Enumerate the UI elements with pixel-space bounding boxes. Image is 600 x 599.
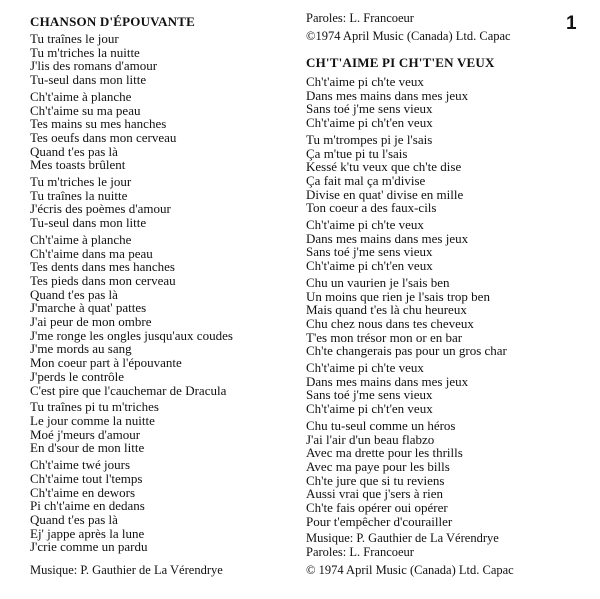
lyric-line: Ej' jappe après la lune (30, 525, 145, 541)
lyric-line: J'me mords au sang (30, 341, 132, 357)
right-stanza-2 (306, 133, 576, 215)
lyric-line: Ça fait mal ça m'divise (306, 172, 426, 188)
lyric-line: Ch't'aime à planche (30, 231, 132, 247)
left-stanza-2 (30, 90, 295, 172)
lyric-line: Ch't'aime pi ch't'en veux (306, 401, 433, 417)
left-stanza-5 (30, 400, 295, 455)
lyric-line: Quand t'es pas là (30, 511, 118, 527)
lyric-line: Ça m'tue pi tu l'sais (306, 145, 408, 161)
lyric-line: Tes pieds dans mon cerveau (30, 272, 176, 288)
lyric-line: Sans toé j'me sens vieux (306, 101, 433, 117)
lyric-line: J'ai l'air d'un beau flabzo (306, 431, 435, 447)
lyric-line: Dans mes mains dans mes jeux (306, 373, 469, 389)
lyric-line: J'lis des romans d'amour (30, 58, 158, 74)
right-stanza-4 (306, 276, 576, 358)
lyric-line: Un moins que rien je l'sais trop ben (306, 288, 490, 304)
music-credit-right: Musique: P. Gauthier de La Vérendrye (306, 530, 499, 545)
lyric-line: Chu tu-seul comme un héros (306, 417, 456, 433)
right-stanza-1 (306, 75, 576, 130)
lyric-line: En d'sour de mon litte (30, 440, 145, 456)
page-number: 1 (566, 13, 577, 34)
right-column (306, 0, 576, 577)
lyric-line: Moé j'meurs d'amour (30, 426, 141, 442)
lyric-line: Tes dents dans mes hanches (30, 259, 175, 275)
lyric-line: Ch'te changerais pas pour un gros char (306, 343, 507, 359)
lyric-line: Quand t'es pas là (30, 286, 118, 302)
lyric-line: Ch't'aime en dewors (30, 484, 136, 500)
right-stanza-6 (306, 419, 576, 529)
lyric-line: J'crie comme un pardu (30, 539, 148, 555)
lyric-line: J'marche à quat' pattes (30, 300, 147, 316)
right-stanza-3 (306, 218, 576, 273)
copyright: © 1974 April Music (Canada) Ltd. Capac (306, 562, 514, 577)
lyric-line: Mes toasts brûlent (30, 157, 126, 173)
lyric-line: Dans mes mains dans mes jeux (306, 230, 469, 246)
lyric-line: Ch't'aime pi ch't'en veux (306, 258, 433, 274)
lyric-line: Tu-seul dans mon litte (30, 215, 147, 231)
lyrics-credit-top: Paroles: L. Francoeur (306, 11, 414, 25)
lyric-line: Pour t'empêcher d'courailler (306, 513, 453, 529)
lyric-line: Tes oeufs dans mon cerveau (30, 129, 177, 145)
lyric-line: Ch't'aime dans ma peau (30, 245, 153, 261)
lyric-line: Pi ch't'aime en dedans (30, 498, 145, 514)
lyrics-credit: Paroles: L. Francoeur (306, 545, 414, 559)
lyric-line: T'es mon trésor mon or en bar (306, 329, 463, 345)
lyric-line: Tu-seul dans mon litte (30, 72, 147, 88)
music-credit: Musique: P. Gauthier de La Vérendrye (30, 563, 223, 578)
lyric-line: Avec ma paye pour les bills (306, 458, 450, 474)
right-stanza-5 (306, 361, 576, 416)
lyric-line: Ch't'aime pi ch'te veux (306, 360, 424, 376)
lyric-line: Sans toé j'me sens vieux (306, 387, 433, 403)
song-title-chanson-depouvante: CHANSON D'ÉPOUVANTE (30, 14, 195, 29)
left-stanza-4 (30, 233, 295, 397)
lyric-line: Ch'te fais opérer oui opérer (306, 500, 448, 516)
song-title-chtaime-pi-chten-veux: CH'T'AIME PI CH'T'EN VEUX (306, 55, 495, 70)
left-stanza-1 (30, 32, 295, 87)
lyric-line: Kessé k'tu veux que ch'te dise (306, 159, 462, 175)
lyric-line: Ch't'aime twé jours (30, 457, 131, 473)
lyric-line: J'me ronge les ongles jusqu'aux coudes (30, 327, 233, 343)
lyric-line: Tu traînes le jour (30, 31, 119, 46)
lyric-line: Ch't'aime tout l'temps (30, 470, 143, 486)
lyric-line: Tu m'trompes pi je l'sais (306, 131, 433, 147)
left-stanza-6 (30, 458, 295, 554)
lyric-line: Ch't'aime pi ch'te veux (306, 74, 424, 89)
lyric-line: J'écris des poèmes d'amour (30, 201, 171, 217)
copyright-top: ©1974 April Music (Canada) Ltd. Capac (306, 28, 511, 43)
lyric-line: Quand t'es pas là (30, 143, 118, 159)
lyric-line: Ch't'aime à planche (30, 88, 132, 104)
lyric-line: Tu m'triches le jour (30, 174, 132, 190)
lyric-line: Tes mains su mes hanches (30, 116, 167, 132)
lyric-line: J'perds le contrôle (30, 368, 125, 384)
lyric-line: Tu traînes la nuitte (30, 187, 128, 203)
left-column (30, 0, 295, 578)
lyric-line: Ton coeur a des faux-cils (306, 200, 437, 216)
lyric-line: Ch't'aime su ma peau (30, 102, 141, 118)
left-stanza-3 (30, 175, 295, 230)
lyric-line: Mon coeur part à l'épouvante (30, 355, 182, 371)
lyric-line: Avec ma drette pour les thrills (306, 445, 463, 461)
lyric-line: Tu m'triches la nuitte (30, 44, 140, 60)
lyric-line: Sans toé j'me sens vieux (306, 244, 433, 260)
lyric-line: J'ai peur de mon ombre (30, 314, 152, 330)
lyric-line: Le jour comme la nuitte (30, 412, 155, 428)
lyric-line: Dans mes mains dans mes jeux (306, 87, 469, 103)
lyric-line: Tu traînes pi tu m'triches (30, 399, 159, 415)
lyric-line: Mais quand t'es là chu heureux (306, 302, 467, 318)
lyric-line: Ch'te jure que si tu reviens (306, 472, 445, 488)
lyric-line: Chu un vaurien je l'sais ben (306, 274, 450, 290)
lyric-line: Chu chez nous dans tes cheveux (306, 315, 474, 331)
lyric-line: Aussi vrai que j'sers à rien (306, 486, 444, 502)
lyric-line: Divise en quat' divise en mille (306, 186, 464, 202)
lyric-line: Ch't'aime pi ch't'en veux (306, 115, 433, 131)
lyric-line: C'est pire que l'cauchemar de Dracula (30, 382, 227, 398)
lyric-line: Ch't'aime pi ch'te veux (306, 217, 424, 233)
